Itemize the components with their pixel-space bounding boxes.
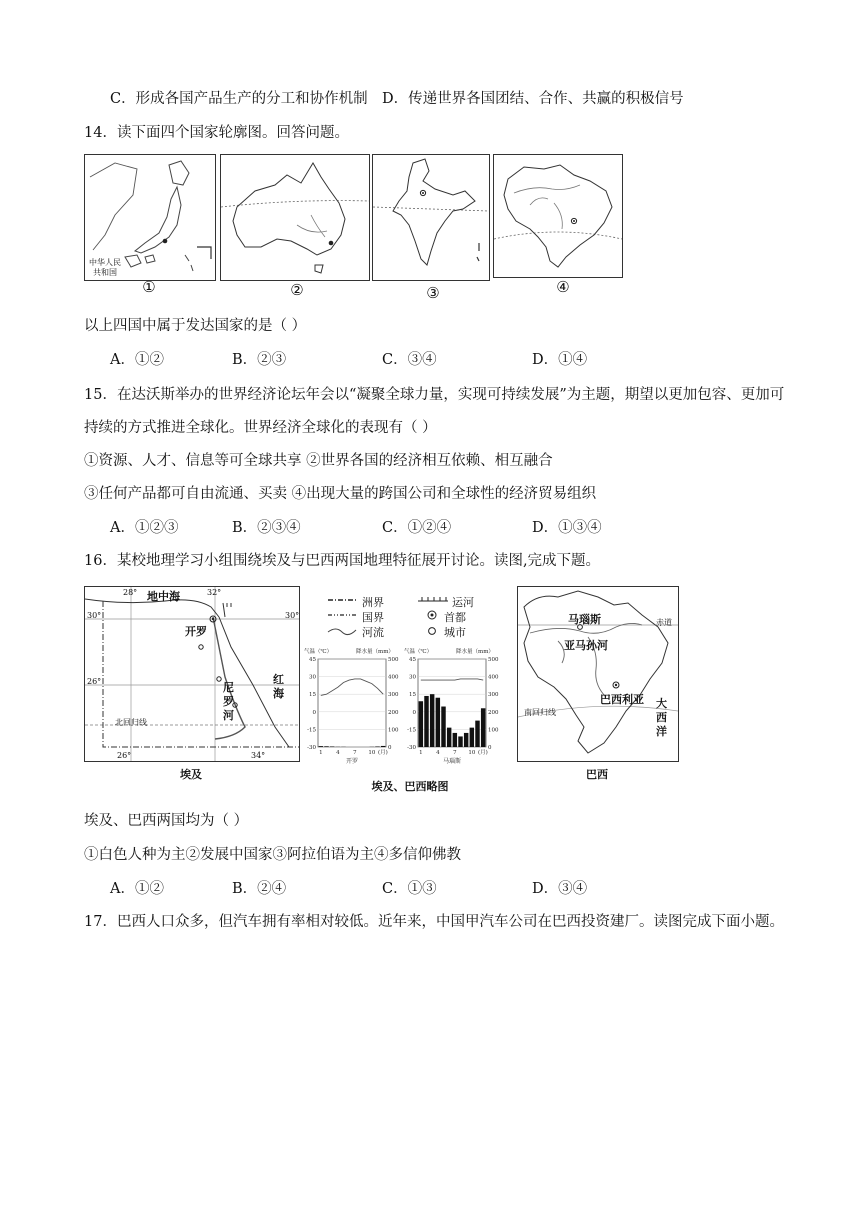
mediterranean-label: 地中海 bbox=[147, 590, 180, 603]
chart-2-precip-bar bbox=[481, 708, 485, 747]
chart-1-precip-bar bbox=[324, 746, 328, 747]
chart-2-temp-line bbox=[421, 679, 483, 680]
red-sea-label-2: 海 bbox=[273, 687, 284, 700]
map-legend bbox=[322, 592, 502, 642]
nile-label-2: 罗 bbox=[223, 695, 234, 708]
chart-2-precip-bar bbox=[458, 736, 462, 747]
q15-option-c[interactable]: C．①②④ bbox=[382, 520, 452, 536]
q16-option-c[interactable]: C．①③ bbox=[382, 881, 437, 897]
chart-1-precip-bar bbox=[330, 746, 334, 747]
chart-2-precip-bar bbox=[470, 728, 474, 747]
chart-1-temp-tick: 30 bbox=[309, 674, 316, 681]
chart-2-temp-tick: -15 bbox=[407, 727, 416, 734]
chart-2-precip-tick: 300 bbox=[488, 692, 499, 699]
figure-caption: 埃及、巴西略图 bbox=[371, 780, 449, 793]
chart-1-ylabel: 气温（℃） bbox=[304, 649, 333, 655]
map-1-label: ① bbox=[142, 278, 156, 296]
equator-label: 赤道 bbox=[656, 618, 672, 627]
chart-2-y2label: 降水量（mm） bbox=[456, 649, 494, 655]
map-brazil bbox=[517, 586, 679, 762]
chart-1-x-tick: 1 bbox=[319, 750, 323, 756]
map-2-label: ② bbox=[290, 281, 304, 299]
chart-2-ylabel: 气温（℃） bbox=[404, 649, 433, 655]
map-egypt bbox=[84, 586, 300, 762]
map-japan bbox=[84, 154, 216, 281]
chart-2-x-tick: 1 bbox=[419, 750, 423, 756]
chart-1-precip-bar bbox=[319, 746, 323, 747]
chart-2-x-tick: 10 bbox=[468, 750, 476, 756]
chart-2-precip-bar bbox=[453, 733, 457, 747]
q15-item-2: ③任何产品都可自由流通、买卖 ④出现大量的跨国公司和全球性的经济贸易组织 bbox=[84, 486, 597, 502]
legend-continent: 洲界 bbox=[362, 596, 384, 609]
chart-2-title: 马瑙斯 bbox=[442, 758, 462, 765]
chart-1-precip-tick: 500 bbox=[388, 657, 399, 663]
lat-30-label: 30° bbox=[87, 611, 102, 620]
manaus-label: 马瑙斯 bbox=[568, 613, 601, 626]
chart-2-temp-tick: 0 bbox=[412, 709, 416, 716]
chart-1-temp-tick: -15 bbox=[307, 727, 316, 734]
prc-label-2: 共和国 bbox=[93, 268, 117, 277]
chart-2-temp-tick: -30 bbox=[407, 745, 416, 751]
q15-stem-1: 15．在达沃斯举办的世界经济论坛年会以“凝聚全球力量，实现可持续发展”为主题，期望以更加包容、更加可 bbox=[84, 387, 785, 403]
cairo-label: 开罗 bbox=[185, 625, 207, 638]
chart-2-precip-bar bbox=[419, 701, 423, 747]
q15-item-1: ①资源、人才、信息等可全球共享 ②世界各国的经济相互依赖、相互融合 bbox=[84, 453, 553, 469]
atlantic-label-2: 西 bbox=[656, 711, 667, 724]
brazil-title: 巴西 bbox=[586, 768, 608, 781]
q15-option-a[interactable]: A．①②③ bbox=[110, 520, 179, 536]
red-sea-label-1: 红 bbox=[273, 673, 284, 686]
chart-1-temp-tick: -30 bbox=[307, 745, 316, 751]
chart-1-xlabel: (月) bbox=[378, 750, 388, 756]
legend-river: 河流 bbox=[362, 626, 384, 639]
tropic-s-label: 南回归线 bbox=[524, 708, 556, 717]
q14-option-c[interactable]: C．③④ bbox=[382, 352, 437, 368]
chart-1-precip-bar bbox=[381, 746, 385, 747]
egypt-title: 埃及 bbox=[180, 768, 202, 781]
brasilia-label: 巴西利亚 bbox=[600, 693, 644, 706]
q15-option-d[interactable]: D．①③④ bbox=[532, 520, 602, 536]
chart-2-precip-bar bbox=[436, 698, 440, 747]
lon-26-label: 26° bbox=[117, 751, 132, 760]
atlantic-label-3: 洋 bbox=[656, 725, 667, 738]
chart-2-x-tick: 7 bbox=[453, 750, 457, 756]
chart-2-precip-tick: 200 bbox=[488, 709, 499, 716]
q16-stem: 16．某校地理学习小组围绕埃及与巴西两国地理特征展开讨论。读图,完成下题。 bbox=[84, 553, 601, 569]
chart-1-temp-tick: 0 bbox=[312, 709, 316, 716]
amazon-label: 亚马孙河 bbox=[564, 639, 608, 652]
chart-2-precip-tick: 0 bbox=[488, 745, 492, 751]
map-3-label: ③ bbox=[426, 284, 440, 302]
chart-1-x-tick: 7 bbox=[353, 750, 357, 756]
chart-1-x-tick: 10 bbox=[368, 750, 376, 756]
q15-stem-2: 持续的方式推进全球化。世界经济全球化的表现有（ ） bbox=[84, 420, 437, 436]
chart-1-precip-tick: 400 bbox=[388, 674, 399, 681]
chart-2-precip-bar bbox=[447, 728, 451, 747]
lon-28-label: 28° bbox=[123, 588, 138, 597]
chart-1-temp-line bbox=[321, 679, 383, 696]
q17-stem: 17．巴西人口众多，但汽车拥有率相对较低。近年来，中国甲汽车公司在巴西投资建厂。读图完成下面小题。 bbox=[84, 914, 784, 930]
chart-2-temp-tick: 30 bbox=[409, 674, 416, 681]
chart-1-y2label: 降水量（mm） bbox=[356, 649, 394, 655]
map-4-label: ④ bbox=[556, 278, 570, 296]
tropic-label: 北回归线 bbox=[115, 718, 147, 727]
q13-option-c: C．形成各国产品生产的分工和协作机制 bbox=[110, 91, 368, 107]
climate-charts bbox=[302, 645, 502, 767]
chart-1-x-tick: 4 bbox=[336, 750, 340, 756]
chart-1-precip-tick: 100 bbox=[388, 727, 399, 734]
lat-30-right-label: 30° bbox=[285, 611, 300, 620]
chart-2-precip-bar bbox=[430, 694, 434, 747]
q16-option-d[interactable]: D．③④ bbox=[532, 881, 588, 897]
map-india bbox=[372, 154, 490, 281]
nile-label-1: 尼 bbox=[223, 681, 234, 694]
q16-option-a[interactable]: A．①② bbox=[110, 881, 164, 897]
chart-1-precip-tick: 0 bbox=[388, 745, 392, 751]
map-brazil-small bbox=[493, 154, 623, 278]
chart-2-xlabel: (月) bbox=[478, 750, 488, 756]
q14-question: 以上四国中属于发达国家的是（ ） bbox=[84, 318, 307, 334]
q15-option-b[interactable]: B．②③④ bbox=[232, 520, 301, 536]
q14-option-a[interactable]: A．①② bbox=[110, 352, 164, 368]
map-australia bbox=[220, 154, 370, 281]
chart-2-temp-tick: 15 bbox=[409, 692, 416, 699]
q13-option-d: D．传递世界各国团结、合作、共赢的积极信号 bbox=[382, 91, 684, 107]
q14-stem: 14．读下面四个国家轮廓图。回答问题。 bbox=[84, 125, 349, 141]
chart-2-precip-tick: 500 bbox=[488, 657, 499, 663]
chart-1-precip-bar bbox=[375, 746, 379, 747]
chart-1-temp-tick: 15 bbox=[309, 692, 316, 699]
chart-2-precip-bar bbox=[441, 707, 445, 747]
legend-capital: 首都 bbox=[444, 611, 466, 624]
chart-2-precip-bar bbox=[464, 733, 468, 747]
q16-option-b[interactable]: B．②④ bbox=[232, 881, 287, 897]
nile-label-3: 河 bbox=[223, 709, 234, 722]
lat-26-label: 26° bbox=[87, 677, 102, 686]
chart-2-precip-tick: 100 bbox=[488, 727, 499, 734]
q16-question: 埃及、巴西两国均为（ ） bbox=[84, 813, 249, 829]
chart-1-precip-tick: 300 bbox=[388, 692, 399, 699]
chart-2-precip-tick: 400 bbox=[488, 674, 499, 681]
lon-34-label: 34° bbox=[251, 751, 266, 760]
legend-border: 国界 bbox=[362, 611, 384, 624]
legend-canal: 运河 bbox=[452, 596, 474, 609]
chart-2-precip-bar bbox=[424, 696, 428, 747]
chart-2-temp-tick: 45 bbox=[409, 657, 416, 663]
chart-1-temp-tick: 45 bbox=[309, 657, 316, 663]
q14-option-d[interactable]: D．①④ bbox=[532, 352, 588, 368]
q14-option-b[interactable]: B．②③ bbox=[232, 352, 287, 368]
chart-1-title: 开罗 bbox=[345, 758, 359, 765]
q16-items: ①白色人种为主②发展中国家③阿拉伯语为主④多信仰佛教 bbox=[84, 847, 461, 863]
chart-1-precip-tick: 200 bbox=[388, 709, 399, 716]
atlantic-label-1: 大 bbox=[656, 697, 667, 710]
prc-label-1: 中华人民 bbox=[89, 258, 121, 267]
legend-city: 城市 bbox=[444, 626, 466, 639]
lon-32-label: 32° bbox=[207, 588, 222, 597]
chart-2-x-tick: 4 bbox=[436, 750, 440, 756]
chart-2-precip-bar bbox=[475, 721, 479, 747]
chart-1-frame bbox=[318, 659, 386, 747]
